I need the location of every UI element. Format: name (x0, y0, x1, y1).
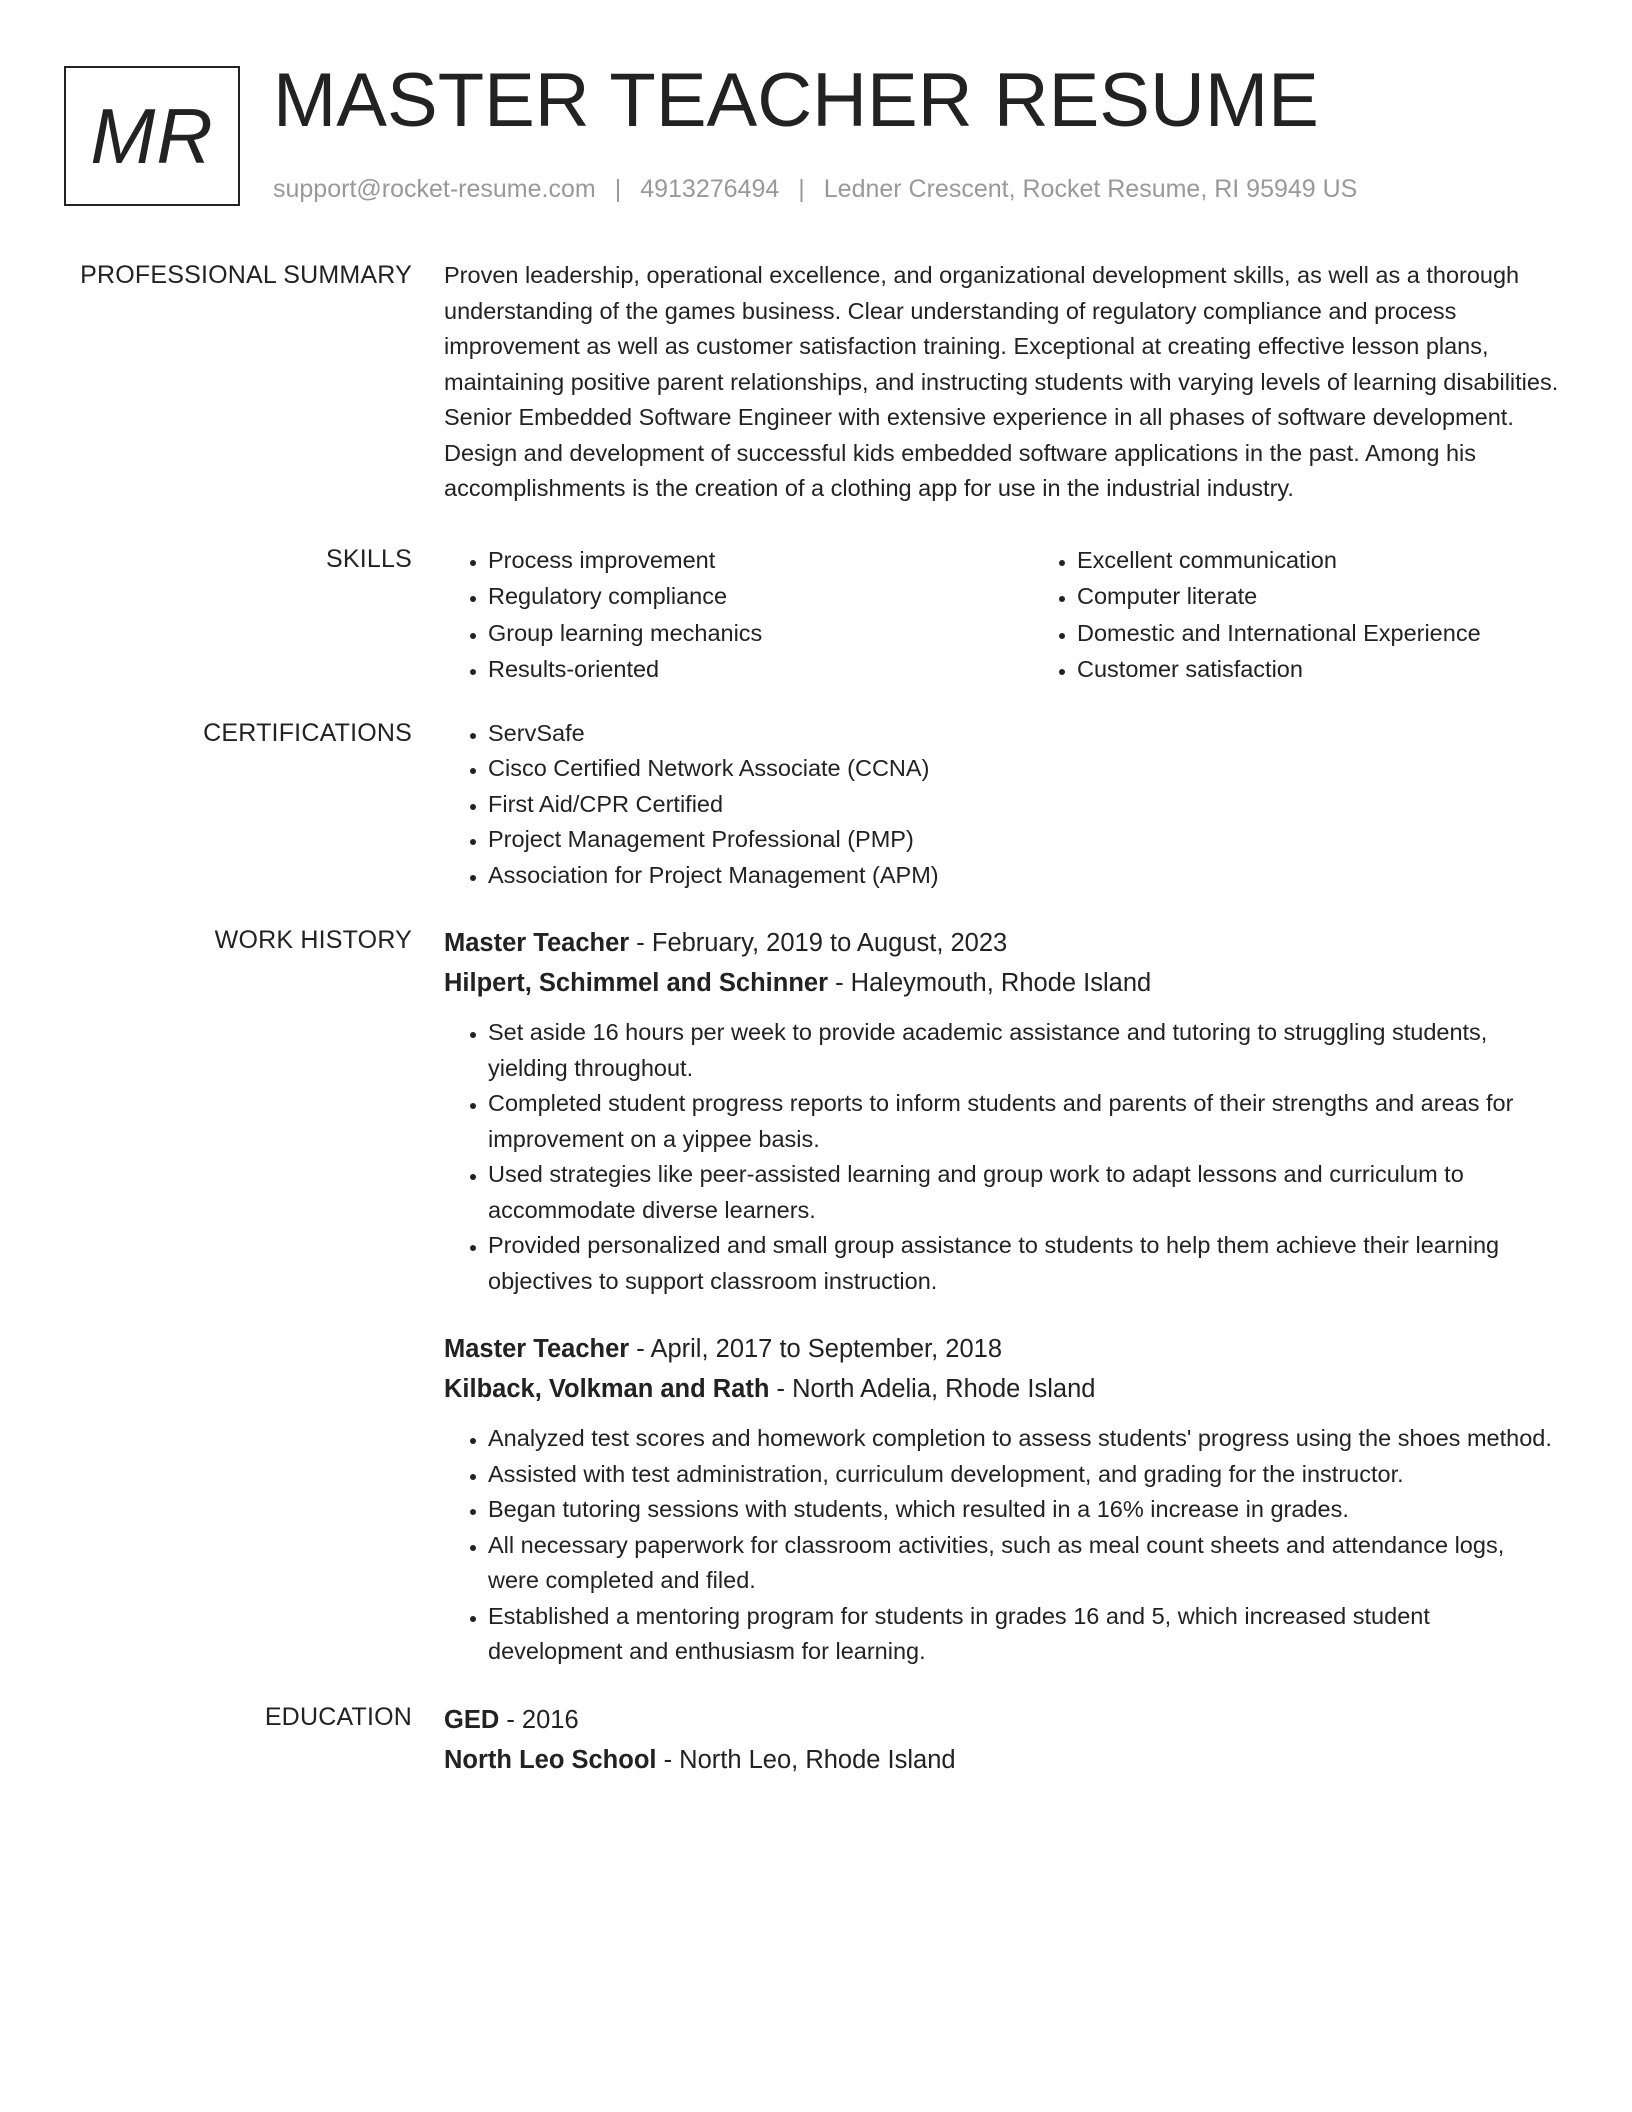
skills-list-right (1033, 542, 1622, 688)
job-bullet: • Used strategies like peer-assisted learning and group work to adapt lessons and curriculum to accommodate diverse learners. (488, 1157, 1559, 1228)
job-title: Master Teacher (444, 1335, 630, 1363)
certification-item: • First Aid/CPR Certified (488, 787, 1559, 823)
education-year: - 2016 (499, 1705, 579, 1734)
job-company: Hilpert, Schimmel and Schinner (444, 969, 829, 997)
job-bullet: • Completed student progress reports to inform students and parents of their strengths and areas for improvement on a yippee basis. (488, 1086, 1559, 1157)
job-location: - Haleymouth, Rhode Island (828, 969, 1152, 997)
section-label-certifications: CERTIFICATIONS (203, 718, 412, 747)
education-degree: GED (444, 1705, 500, 1734)
education-school: North Leo School (444, 1745, 657, 1774)
job-bullet: • Established a mentoring program for students in grades 16 and 5, which increased student development and enthusiasm for learning. (488, 1599, 1559, 1670)
skill-item: • Computer literate (1077, 578, 1622, 615)
job-company-line (444, 1369, 1559, 1409)
job-entry (444, 1329, 1559, 1670)
resume-title: MASTER TEACHER RESUME (273, 58, 1319, 143)
job-company: Kilback, Volkman and Rath (444, 1375, 770, 1403)
resume-content (0, 258, 1632, 1780)
certifications-list (444, 716, 1559, 894)
education-school-line (444, 1740, 1559, 1780)
section-label-summary: PROFESSIONAL SUMMARY (80, 261, 412, 289)
skill-item: • Customer satisfaction (1077, 651, 1622, 688)
monogram: MR (64, 66, 240, 206)
skill-item: • Excellent communication (1077, 542, 1622, 579)
job-bullet-list (444, 1015, 1559, 1299)
section-education (0, 1700, 1632, 1780)
skill-item: • Results-oriented (488, 651, 1033, 688)
certification-item: • Cisco Certified Network Associate (CCNA) (488, 751, 1559, 787)
section-label-skills: SKILLS (326, 544, 412, 573)
section-skills (0, 542, 1632, 688)
job-company-line (444, 963, 1559, 1003)
job-location: - North Adelia, Rhode Island (769, 1375, 1096, 1403)
job-title-line (444, 923, 1559, 963)
contact-separator: | (798, 175, 805, 203)
education-location: - North Leo, Rhode Island (656, 1745, 956, 1774)
job-dates: - February, 2019 to August, 2023 (629, 929, 1008, 957)
job-bullet: • Provided personalized and small group assistance to students to help them achieve their learning objectives to support classroom instruction. (488, 1228, 1559, 1299)
skill-item: • Group learning mechanics (488, 615, 1033, 652)
section-body-skills (444, 542, 1559, 688)
job-bullet: • Analyzed test scores and homework completion to assess students' progress using the shoes method. (488, 1421, 1559, 1457)
certification-item: • ServSafe (488, 716, 1559, 752)
education-degree-line (444, 1700, 1559, 1740)
summary-text: Proven leadership, operational excellence, and organizational development skills, as well as a thorough understanding of the games business. Clear understanding of regulatory compliance and process improvement as well as customer satisfaction training. Exceptional at creating effective lesson plans, maintaining positive parent relationships, and instructing students with varying levels of learning disabilities. Senior Embedded Software Engineer with extensive experience in all phases of software development. Design and development of successful kids embedded software applications in the past. Among his accomplishments is the creation of a clothing app for use in the industrial industry. (444, 262, 1559, 501)
skill-item: • Regulatory compliance (488, 578, 1033, 615)
contact-address: Ledner Crescent, Rocket Resume, RI 95949 US (823, 175, 1358, 203)
certification-item: • Project Management Professional (PMP) (488, 822, 1559, 858)
certification-item: • Association for Project Management (APM) (488, 858, 1559, 894)
job-dates: - April, 2017 to September, 2018 (629, 1335, 1003, 1363)
section-body-certifications (444, 716, 1559, 894)
skill-item: • Domestic and International Experience (1077, 615, 1622, 652)
skill-item: • Process improvement (488, 542, 1033, 579)
contact-separator: | (614, 175, 622, 203)
section-body-work-history (444, 923, 1559, 1670)
section-label-education: EDUCATION (264, 1702, 412, 1731)
job-bullet-list (444, 1421, 1559, 1670)
section-body-summary (444, 258, 1559, 507)
section-body-education (444, 1700, 1559, 1780)
section-label-work-history: WORK HISTORY (214, 926, 412, 954)
contact-line (273, 172, 1357, 206)
section-certifications (0, 716, 1632, 894)
section-work-history (0, 923, 1632, 1670)
job-bullet: • Began tutoring sessions with students, which resulted in a 16% increase in grades. (488, 1492, 1559, 1528)
job-bullet: • All necessary paperwork for classroom activities, such as meal count sheets and attendance logs, were completed and filed. (488, 1528, 1559, 1599)
contact-phone: 4913276494 (640, 175, 780, 203)
job-title: Master Teacher (444, 929, 630, 957)
job-bullet: • Set aside 16 hours per week to provide academic assistance and tutoring to struggling students, yielding throughout. (488, 1015, 1559, 1086)
contact-email: support@rocket-resume.com (273, 175, 596, 203)
job-bullet: • Assisted with test administration, curriculum development, and grading for the instructor. (488, 1457, 1559, 1493)
skills-list-left (444, 542, 1033, 688)
skills-grid (444, 542, 1559, 688)
section-summary (0, 258, 1632, 507)
job-title-line (444, 1329, 1559, 1369)
job-entry (444, 923, 1559, 1299)
